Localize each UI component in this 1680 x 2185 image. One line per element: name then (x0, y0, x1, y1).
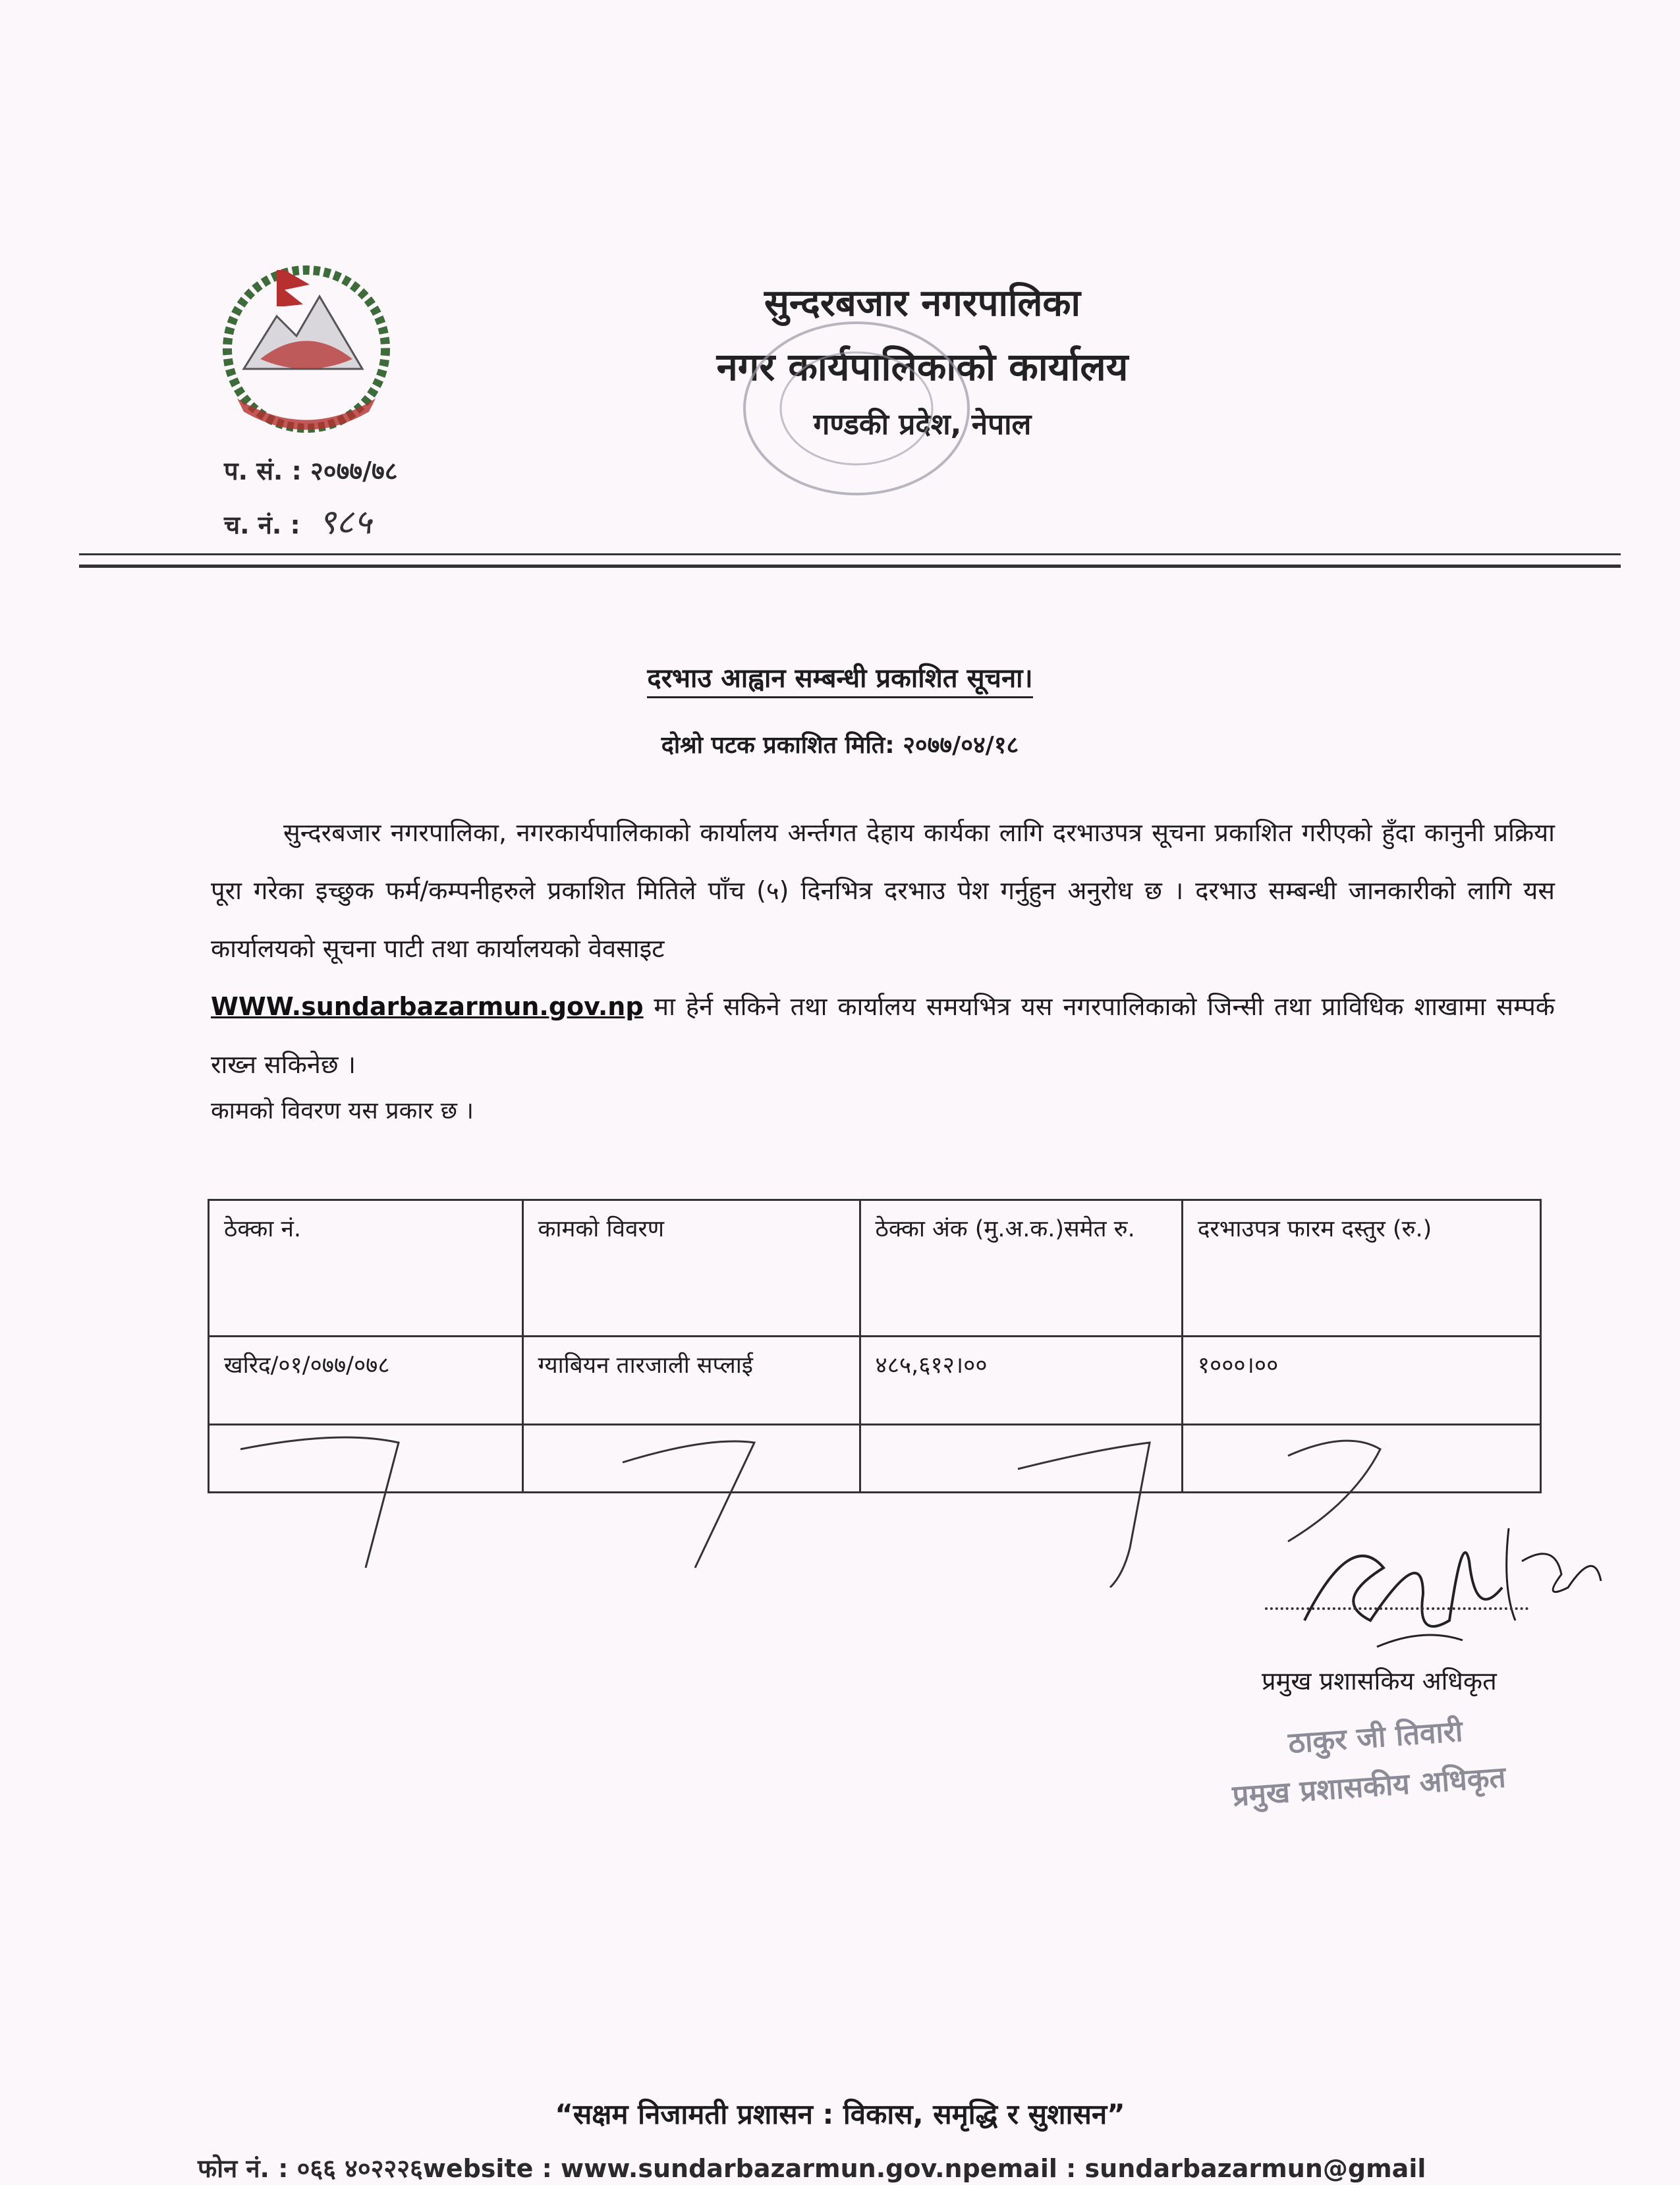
handwritten-signature (1252, 1489, 1621, 1686)
nepal-emblem-icon (198, 244, 415, 441)
signatory-designation: प्रमुख प्रशासकिय अधिकृत (1262, 1667, 1497, 1696)
stamp-name: ठाकुर जी तिवारी (1287, 1714, 1464, 1761)
table-cell: खरिद/०१/०७७/०७८ (209, 1337, 523, 1425)
reference-number: प. सं. : २०७७/७८ (224, 456, 398, 485)
table-cell: ४८५,६१२।०० (860, 1337, 1182, 1425)
header-divider (79, 553, 1621, 568)
table-header-cell: ठेक्का नं. (209, 1200, 523, 1337)
table-header-row (209, 1200, 1541, 1337)
office-seal-stamp (731, 310, 982, 507)
footer-motto: “सक्षम निजामती प्रशासन : विकास, समृद्धि र सुशासन” (555, 2098, 1125, 2130)
publish-date: दोश्रो पटक प्रकाशित मिति: २०७७/०४/१८ (661, 732, 1019, 759)
website-link[interactable]: WWW.sundarbazarmun.gov.np (211, 992, 644, 1021)
table-header-cell: ठेक्का अंक (मु.अ.क.)समेत रु. (860, 1200, 1182, 1337)
table-cell: १०००।०० (1182, 1337, 1540, 1425)
table-header-cell: दरभाउपत्र फारम दस्तुर (रु.) (1182, 1200, 1540, 1337)
table-header-cell: कामको विवरण (522, 1200, 860, 1337)
footer-contact: फोन नं. : ०६६ ४०२२२६website : www.sundarbazarmun.gov.npemail : sundarbazarmun@gmail (198, 2154, 1426, 2183)
office-name: सुन्दरबजार नगरपालिका (764, 282, 1081, 325)
table-cell: ग्याबियन तारजाली सप्लाई (522, 1337, 860, 1425)
dispatch-number: च. नं. : ९८५ (224, 503, 372, 542)
notice-body: सुन्दरबजार नगरपालिका, नगरकार्यपालिकाको कार्यालय अर्न्तगत देहाय कार्यका लागि दरभाउपत्र सूचना प्रकाशित गरीएको हुँदा कानुनी प्रक्रिया पूरा गरेका इच्छुक फर्म/कम्पनीहरुले प्रकाशित मितिले पाँच (५) दिनभित्र दरभाउ पेश गर्नुहुन अनुरोध छ । दरभाउ सम्बन्धी जानकारीको लागि यस कार्यालयको सूचना पाटी तथा कार्यालयको वेवसाइट WWW.sundarbazarmun.gov.np मा हेर्न सकिने तथा कार्यालय समयभित्र यस नगरपालिकाको जिन्सी तथा प्राविधिक शाखामा सम्पर्क राख्न सकिनेछ । (211, 818, 1555, 1079)
table-row (209, 1337, 1541, 1425)
work-intro: कामको विवरण यस प्रकार छ । (211, 1097, 474, 1124)
notice-title: दरभाउ आह्वान सम्बन्धी प्रकाशित सूचना। (0, 659, 1680, 695)
office-subtitle: नगर कार्यपालिकाको कार्यालय (716, 345, 1129, 389)
stamp-designation: प्रमुख प्रशासकीय अधिकृत (1231, 1760, 1507, 1813)
office-province: गण्डकी प्रदेश, नेपाल (813, 408, 1032, 441)
signature-line (1265, 1607, 1528, 1610)
